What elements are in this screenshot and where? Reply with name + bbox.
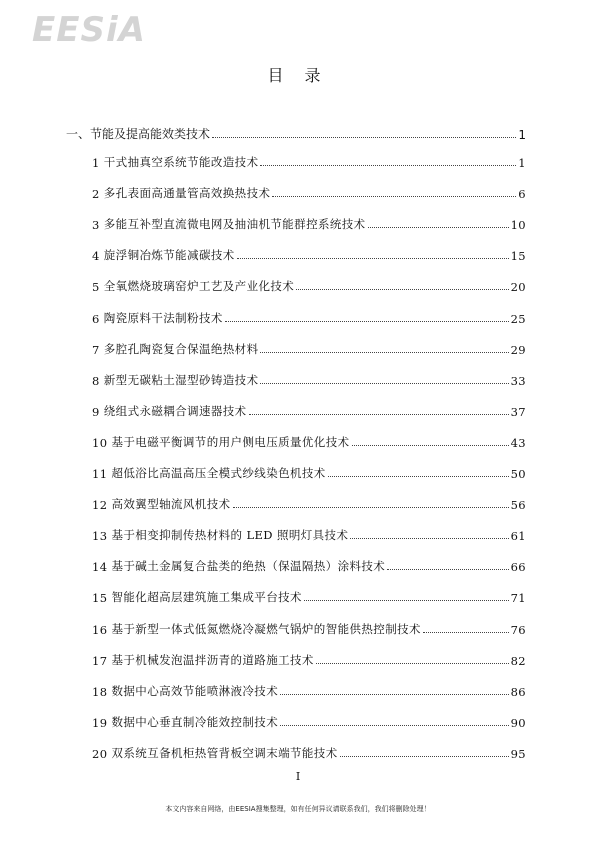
toc-item[interactable] <box>92 339 526 357</box>
toc-item-label: 基于碱土金属复合盐类的绝热（保温隔热）涂料技术 <box>111 559 386 574</box>
toc-item-label: 基于电磁平衡调节的用户侧电压质量优化技术 <box>111 434 350 449</box>
toc-item-number: 9 <box>92 404 104 419</box>
toc-leader-dots <box>280 725 508 726</box>
toc-item[interactable] <box>92 525 526 543</box>
toc-item-label: 多孔表面高通量管高效换热技术 <box>103 186 271 201</box>
toc-item-number: 6 <box>92 311 104 326</box>
toc-item-number: 10 <box>92 435 112 450</box>
toc-leader-dots <box>249 414 509 415</box>
toc-item-number: 11 <box>92 467 112 481</box>
toc-item-page: 90 <box>510 715 526 730</box>
toc-item-page: 29 <box>510 342 526 357</box>
toc-leader-dots <box>368 227 509 228</box>
toc-item-number: 15 <box>92 591 112 606</box>
toc-item-number: 5 <box>92 280 104 295</box>
page-number: I <box>295 770 301 783</box>
toc-leader-dots <box>260 165 516 166</box>
eesia-logo: EESiA <box>32 10 146 50</box>
toc-leader-dots <box>340 756 509 757</box>
toc-leader-dots <box>272 196 516 197</box>
toc-item-page: 82 <box>510 653 526 668</box>
toc-item[interactable] <box>92 152 526 170</box>
toc-item-label: 超低浴比高温高压全模式纱线染色机技术 <box>111 466 326 480</box>
toc-item-label: 多能互补型直流微电网及抽油机节能群控系统技术 <box>103 217 366 232</box>
toc-item-label: 智能化超高层建筑施工集成平台技术 <box>111 590 302 605</box>
toc-item-number: 18 <box>92 684 112 699</box>
toc-item-page: 76 <box>510 622 526 637</box>
toc-item-number: 3 <box>92 218 104 233</box>
toc-item-label: 干式抽真空系统节能改造技术 <box>103 155 259 169</box>
toc-item-number: 2 <box>92 187 104 202</box>
toc-leader-dots <box>387 569 508 570</box>
toc-leader-dots <box>316 663 509 664</box>
toc-item-label: 新型无碳粘土湿型砂铸造技术 <box>103 372 259 387</box>
toc-item[interactable] <box>92 370 526 388</box>
toc-item-number: 19 <box>92 715 112 730</box>
page-title: 目 录 <box>267 66 329 85</box>
toc-item-label: 陶瓷原料干法制粉技术 <box>103 310 223 325</box>
toc-item-page: 6 <box>518 187 526 202</box>
toc-item-number: 4 <box>92 249 104 264</box>
toc-item-number: 20 <box>92 746 112 761</box>
toc-item[interactable] <box>92 556 526 574</box>
toc-item[interactable] <box>92 276 526 294</box>
toc-leader-dots <box>350 538 508 539</box>
toc-item-number: 8 <box>92 373 104 388</box>
toc-item-page: 37 <box>510 404 526 419</box>
toc-item[interactable] <box>92 432 526 450</box>
toc-leader-dots <box>260 352 508 353</box>
toc-item[interactable] <box>92 463 526 481</box>
toc-item-page: 43 <box>510 435 526 450</box>
toc-item[interactable] <box>92 587 526 605</box>
toc-leader-dots <box>423 632 509 633</box>
toc-item-page: 56 <box>510 498 526 513</box>
toc-item-label: 旋浮铜冶炼节能减碳技术 <box>103 248 235 263</box>
toc-item[interactable] <box>92 308 526 326</box>
footer-notice: 本文内容来自网络，由EESIA搜集整理，如有任何异议请联系我们，我们将删除处理！ <box>165 805 431 813</box>
toc-item[interactable] <box>92 619 526 637</box>
toc-section-page: 1 <box>518 128 526 142</box>
toc-item-number: 17 <box>92 653 112 668</box>
toc-item-label: 绕组式永磁耦合调速器技术 <box>103 403 247 418</box>
toc-item-number: 13 <box>92 529 112 544</box>
toc-item-label: 数据中心垂直制冷能效控制技术 <box>111 714 279 729</box>
toc-item-number: 12 <box>92 498 112 513</box>
toc-item-number: 1 <box>92 156 104 170</box>
toc-leader-dots <box>260 383 508 384</box>
toc-item-page: 25 <box>510 311 526 326</box>
toc-item-page: 50 <box>510 467 526 481</box>
toc-item-label: 基于新型一体式低氮燃烧冷凝燃气锅炉的智能供热控制技术 <box>111 621 421 636</box>
toc-leader-dots <box>304 600 509 601</box>
toc-item[interactable] <box>92 245 526 263</box>
toc-item-label: 双系统互备机柜热管背板空调末端节能技术 <box>111 745 338 760</box>
toc-item-page: 95 <box>510 746 526 761</box>
toc-item-label: 全氧燃烧玻璃窑炉工艺及产业化技术 <box>103 279 295 294</box>
toc-item-label: 多腔孔陶瓷复合保温绝热材料 <box>103 341 259 356</box>
toc-section-label: 一、节能及提高能效类技术 <box>66 127 211 141</box>
toc-item-label: 高效翼型轴流风机技术 <box>111 497 231 512</box>
toc-item-page: 1 <box>518 156 526 170</box>
toc-item[interactable] <box>92 650 526 668</box>
toc-leader-dots <box>225 321 509 322</box>
toc-item-page: 20 <box>510 280 526 295</box>
toc-item[interactable] <box>92 183 526 201</box>
toc-item-page: 10 <box>510 218 526 233</box>
toc-item-page: 71 <box>510 591 526 606</box>
toc-item-label: 基于机械发泡温拌沥青的道路施工技术 <box>111 652 314 667</box>
toc-item-number: 16 <box>92 622 112 637</box>
toc-item[interactable] <box>92 214 526 232</box>
toc-item-number: 14 <box>92 560 112 575</box>
toc-leader-dots <box>296 289 508 290</box>
toc-item-label: 数据中心高效节能喷淋液冷技术 <box>111 683 279 698</box>
toc-item-page: 86 <box>510 684 526 699</box>
toc-leader-dots <box>352 445 509 446</box>
toc-item[interactable] <box>92 401 526 419</box>
toc-item-label: 基于相变抑制传热材料的 LED 照明灯具技术 <box>111 528 349 543</box>
toc-item-page: 15 <box>510 249 526 264</box>
toc-item[interactable] <box>92 743 526 761</box>
toc-section[interactable] <box>66 124 526 142</box>
toc-leader-dots <box>280 694 508 695</box>
toc-item-page: 66 <box>510 560 526 575</box>
toc-leader-dots <box>237 258 509 259</box>
toc-item[interactable] <box>92 494 526 512</box>
toc-item-page: 33 <box>510 373 526 388</box>
toc-item[interactable] <box>92 712 526 730</box>
toc-item-page: 61 <box>510 529 526 544</box>
toc-leader-dots <box>328 476 509 477</box>
toc-item-number: 7 <box>92 342 104 357</box>
toc-item[interactable] <box>92 681 526 699</box>
toc-leader-dots <box>233 507 509 508</box>
toc-leader-dots <box>212 137 516 138</box>
